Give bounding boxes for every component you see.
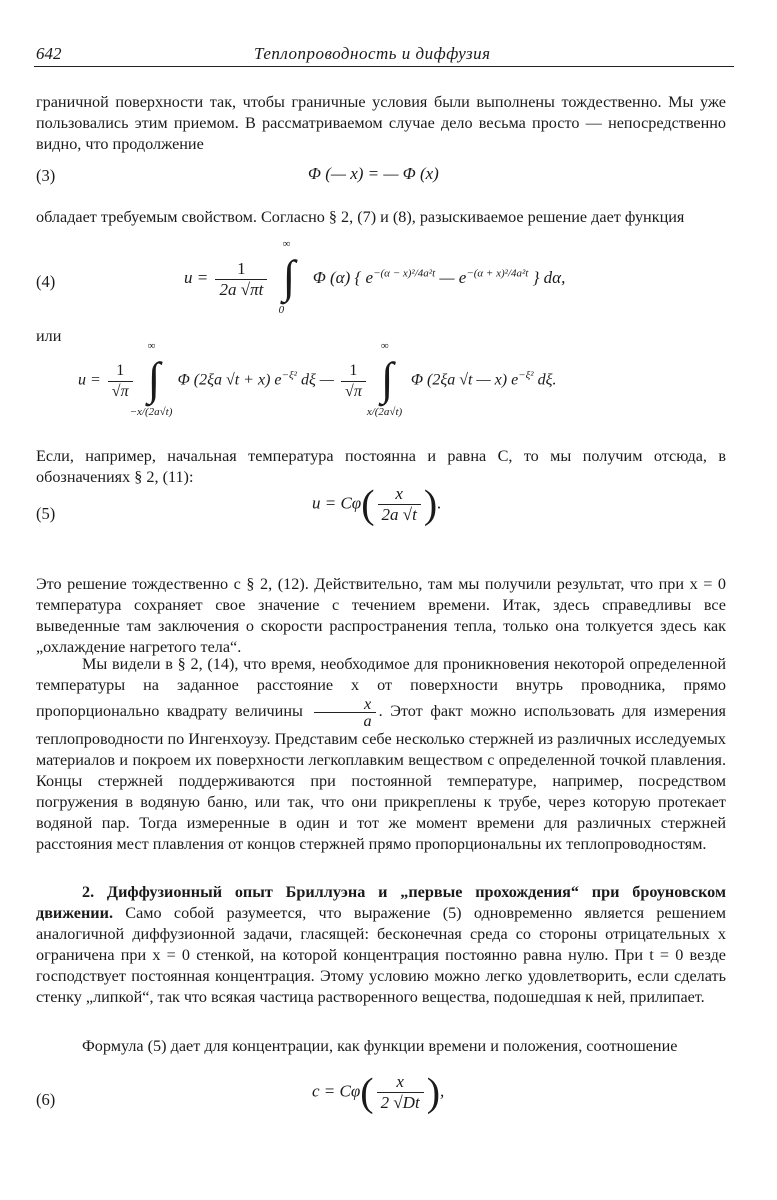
eq4-integral (278, 238, 305, 316)
ratio-num: x (314, 696, 376, 713)
eq-alt-i2-top: ∞ (380, 340, 389, 352)
eq4-int-top: ∞ (282, 238, 291, 250)
equation-4 (184, 238, 566, 316)
eq5-den: 2a √t (381, 505, 417, 524)
eq4-lhs: u = (184, 267, 209, 287)
eq-alt-c1-den: √π (111, 382, 129, 400)
paragraph-6a: Мы видели в § 2, (14), что время, необходимое для проникновения некоторой определенной температуры на заданное расстояние x от поверхности внутрь проводника, прямо пропорционально квадрату величины (36, 655, 726, 721)
eq4-coef-den: 2a √πt (219, 279, 264, 299)
equation-4-label: (4) (36, 272, 56, 291)
eq6-end: , (440, 1081, 445, 1101)
eq4-end: } dα, (532, 267, 566, 287)
eq-alt-i2-bot: x/(2a√t) (366, 406, 403, 418)
eq-alt-exp-2: −ξ² (518, 369, 534, 382)
eq4-coef-num: 1 (215, 259, 267, 280)
integral-sign-icon: ∫ (147, 353, 161, 404)
eq6-lhs: c = Cφ (312, 1081, 361, 1101)
paragraph-5: Это решение тождественно с § 2, (12). Действительно, там мы получили результат, что при x = 0 температура сохраняет свое значение с течением времени. Итак, здесь справедливы все выведенные там заключения о скорости распространения тепла, только она толкуется здесь как „охлаждение нагретого тела“. (36, 575, 726, 656)
paragraph-2: обладает требуемым свойством. Согласно § 2, (7) и (8), разыскиваемое решение дает функция (36, 208, 685, 226)
equation-5 (312, 481, 442, 527)
eq-alt-c2-num: 1 (341, 361, 366, 382)
eq-alt-integral-1 (129, 340, 173, 418)
eq-alt-body-1: Φ (2ξa √t + x) e (177, 371, 282, 389)
integral-sign-icon: ∫ (282, 251, 296, 302)
section-heading: 2. Диффузионный опыт Бриллуэна и „первые прохождения“ при броуновском движении. (36, 883, 726, 922)
equation-3: Φ (— x) = — Φ (x) (308, 164, 439, 183)
running-title: Теплопроводность и диффузия (254, 44, 491, 63)
left-paren-icon: ( (360, 1069, 374, 1115)
eq4-coefficient (215, 259, 267, 300)
paragraph-7-body: Само собой разумеется, что выражение (5) одновременно является решением аналогичной диффузионной задачи, гласящей: бесконечная среда со стороны отрицательных x ограничена при x = 0 стенкой, на которой концентрация постоянно равна нулю. При t = 0 везде господствует постоянная концентрация. Этому условию можно легко удовлетворить, если сделать стенку „липкой“, так что всякая частица растворенного вещества, подошедшая к ней, прилипает. (36, 904, 727, 1006)
eq5-end: . (437, 493, 442, 513)
eq4-exp1: −(α − x)²/4a²t (373, 267, 436, 280)
page-number: 642 (36, 44, 62, 63)
ratio-x-over-a (314, 696, 376, 729)
eq6-num: x (377, 1072, 424, 1093)
eq-alt-i1-bot: −x/(2a√t) (129, 406, 173, 418)
eq-alt-coef-2 (341, 361, 366, 402)
eq-alt-body-2: Φ (2ξa √t — x) e (410, 371, 519, 389)
paragraph-1: граничной поверхности так, чтобы граничные условия были выполнены тождественно. Мы уже пользовались этим приемом. В рассматриваемом случае дело весьма просто — непосредственно видно, что продолжение (36, 93, 726, 153)
equation-alt-form (78, 340, 557, 418)
eq5-lhs: u = Cφ (312, 493, 362, 513)
equation-6 (312, 1069, 445, 1115)
equation-5-label: (5) (36, 504, 56, 523)
right-paren-icon: ) (426, 1069, 441, 1115)
paragraph-6: Мы видели в § 2, (14), что время, необходимое для проникновения некоторой определенной температуры на заданное расстояние x от поверхности внутрь проводника, прямо пропорционально квадрату величины $\frac{x}{a}$ . Этот факт можно использовать для измерения теплопроводности по Ингенхоузу. Представим себе несколько стержней из различных исследуемых материалов и покроем их поверхности легкоплавким веществом с определенной точкой плавления. Концы стержней поддерживаются при постоянной температуре, например, посредством погружения в водяную баню, или так, что они прикреплены к трубе, через которую протекает водяной пар. Тогда измеренные в один и тот же момент времени для различных стержней расстояния мест плавления от концов стержней прямо пропорциональны их теплопроводностям. (36, 655, 726, 853)
eq4-exp2: −(α + x)²/4a²t (466, 267, 529, 280)
eq-alt-c1-num: 1 (108, 361, 133, 382)
equation-6-label: (6) (36, 1090, 56, 1109)
eq4-mid: — e (439, 267, 467, 287)
eq-alt-integral-2 (366, 340, 403, 418)
eq6-fraction (377, 1072, 424, 1113)
integral-sign-icon: ∫ (380, 353, 394, 404)
eq-alt-dxi-2: dξ. (537, 371, 557, 389)
eq-alt-exp-1: −ξ² (281, 369, 297, 382)
paragraph-or: или (36, 327, 62, 345)
ratio-den: a (363, 712, 372, 730)
eq-alt-i1-top: ∞ (147, 340, 156, 352)
eq-alt-c2-den: √π (345, 382, 362, 400)
eq-alt-dxi-1: dξ — (300, 371, 335, 389)
eq5-fraction (378, 484, 421, 525)
left-paren-icon: ( (361, 481, 375, 527)
paragraph-7 (36, 882, 726, 1008)
equation-3-label: (3) (36, 166, 56, 185)
eq4-int-bot: 0 (278, 304, 285, 316)
right-paren-icon: ) (423, 481, 438, 527)
eq-alt-lhs: u = (78, 371, 101, 389)
paragraph-4: Если, например, начальная температура постоянна и равна C, то мы получим отсюда, в обозначениях § 2, (11): (36, 447, 726, 486)
header-rule (34, 66, 734, 67)
eq6-den: 2 √Dt (380, 1093, 420, 1112)
eq-alt-coef-1 (108, 361, 133, 402)
paragraph-6b: Этот факт можно использовать для измерения теплопроводности по Ингенхоузу. Представим себе несколько стержней из различных исследуемых материалов и покроем их поверхности легкоплавким веществом с определенной точкой плавления. Концы стержней поддерживаются при постоянной температуре, например, посредством погружения в водяную баню, или так, что они прикреплены к трубе, через которую протекает водяной пар. Тогда измеренные в один и тот же момент времени для различных стержней расстояния мест плавления от концов стержней прямо пропорциональны их теплопроводностям. (36, 702, 726, 853)
eq5-num: x (378, 484, 421, 505)
eq4-body: Φ (α) { e (312, 267, 374, 287)
paragraph-8: Формула (5) дает для концентрации, как функции времени и положения, соотношение (82, 1037, 678, 1055)
